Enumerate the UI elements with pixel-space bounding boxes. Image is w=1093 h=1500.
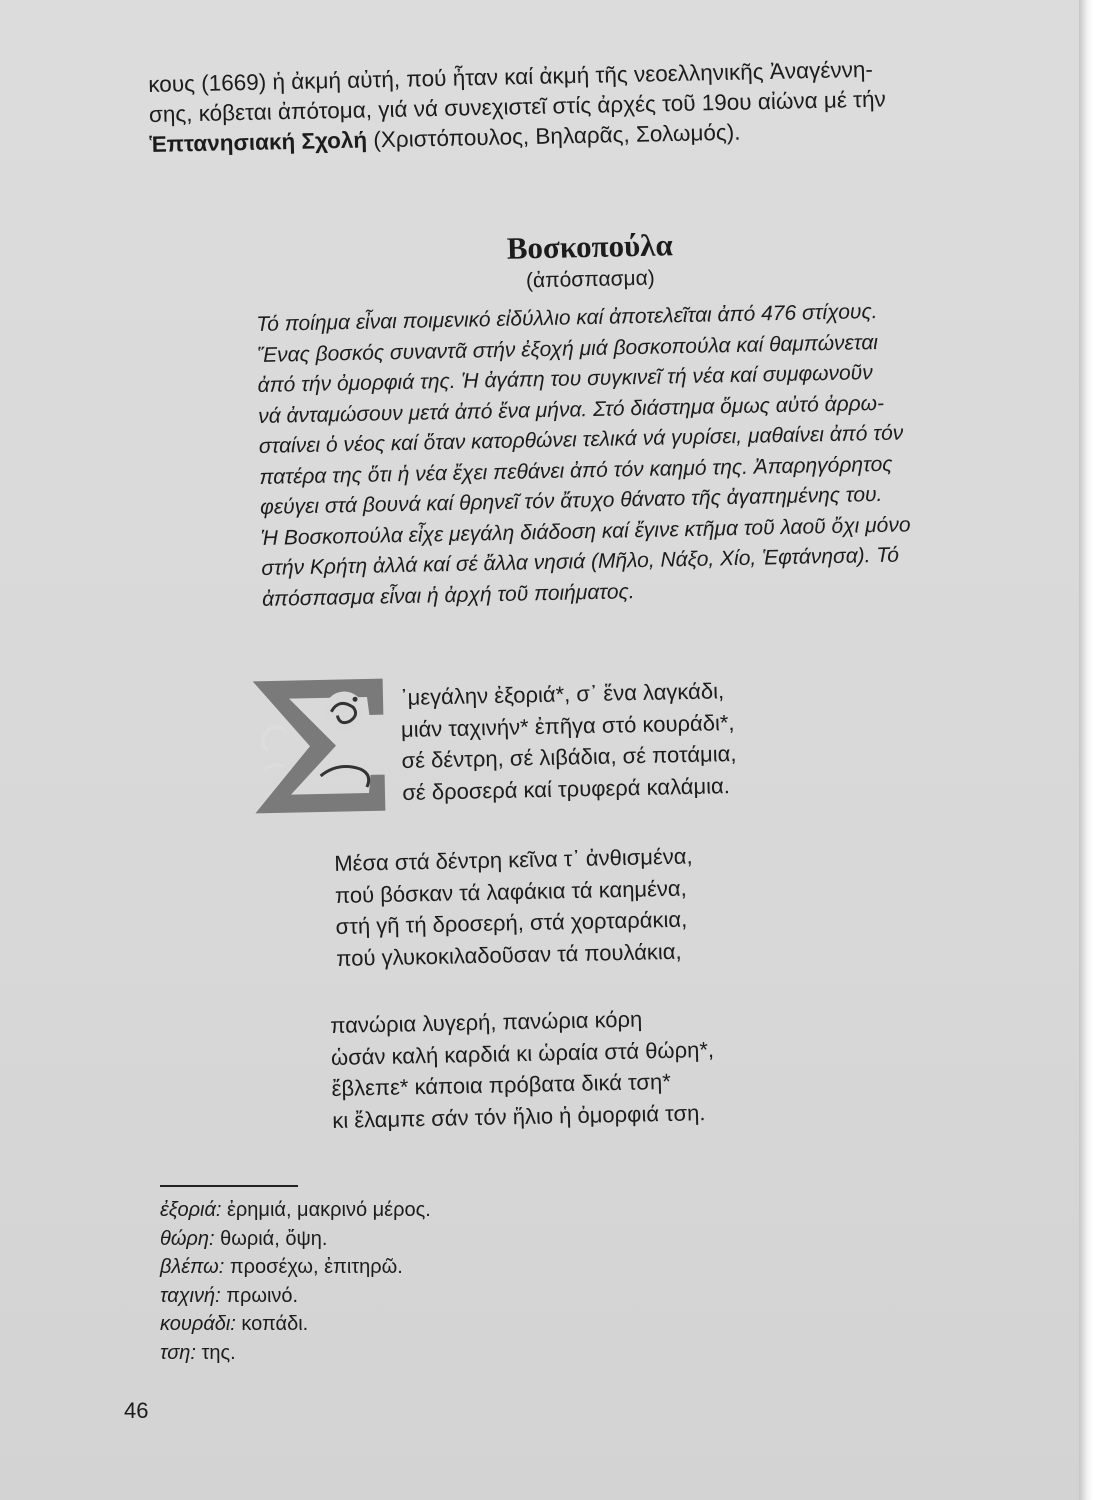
poem-line: σέ δροσερά καί τρυφερά καλάμια. (402, 772, 731, 805)
glossary-entry (160, 1253, 760, 1282)
poem-line: μιάν ταχινήν* ἐπῆγα στό κουράδι*, (400, 709, 735, 742)
poem-title: Βοσκοπούλα (506, 227, 674, 266)
poem-line: σέ δέντρη, σέ λιβάδια, σέ ποτάμια, (401, 740, 737, 773)
glossary-definition: ἐρημιά, μακρινό μέρος. (227, 1199, 431, 1221)
poem-summary (256, 294, 1012, 615)
glossary-term: τση: (160, 1341, 196, 1364)
glossary-definition: κοπάδι. (241, 1313, 309, 1335)
page-number: 46 (124, 1398, 149, 1423)
poem-stanza-3 (330, 997, 972, 1136)
glossary-entry (160, 1339, 760, 1368)
glossary-definition: θωριά, ὄψη. (220, 1227, 328, 1250)
glossary-term: ἐξοριά: (160, 1199, 222, 1221)
summary-line: στήν Κρήτη ἀλλά καί σέ ἄλλα νησιά (Μῆλο, Νάξο, Χίο, Ἑφτάνησα). Τό (261, 543, 900, 580)
poem-line: ὡσάν καλή καρδιά κι ὡραία στά θώρη*, (330, 1036, 715, 1070)
glossary-definition: προσέχω, ἐπιτηρῶ. (229, 1256, 403, 1278)
glossary-definition: πρωινό. (226, 1284, 299, 1307)
summary-line: πατέρα της ὅτι ἡ νέα ἔχει πεθάνει ἀπό τόν καημό της. Ἀπαρηγόρητος (259, 452, 893, 489)
glossary-definition: της. (201, 1341, 236, 1364)
glossary-entry (160, 1196, 760, 1225)
summary-line: Ἕνας βοσκός συναντᾶ στήν ἐξοχή μιά βοσκοπούλα καί θαμπώνεται (256, 330, 879, 367)
poem-line: ἔβλεπε* κάποια πρόβατα δικά τση* (331, 1068, 672, 1101)
poem-line: πού γλυκοκιλαδοῦσαν τά πουλάκια, (336, 938, 682, 971)
poem-line: Μέσα στά δέντρη κεῖνα τ᾿ ἀνθισμένα, (334, 843, 693, 876)
summary-line: νά ἀνταμώσουν μετά ἀπό ἕνα μήνα. Στό διάστημα ὅμως αὐτό ἀρρω- (257, 391, 885, 428)
footnote-divider (160, 1185, 298, 1187)
summary-line: Τό ποίημα εἶναι ποιμενικό εἰδύλλιο καί ἀποτελεῖται ἀπό 476 στίχους. (256, 299, 878, 336)
poem-stanza-2 (334, 835, 976, 974)
poem-line: ᾿μεγάλην ἐξοριά*, σ᾿ ἕνα λαγκάδι, (400, 678, 725, 710)
glossary-term: ταχινή: (160, 1284, 221, 1307)
summary-line: σταίνει ὁ νέος καί ὅταν κατορθώνει τελικά νά γυρίσει, μαθαίνει ἀπό τόν (258, 421, 904, 458)
poem-heading (439, 225, 740, 297)
poem-line: στή γῆ τή δροσερή, στά χορταράκια, (335, 906, 688, 939)
glossary-entry (160, 1282, 760, 1311)
intro-line: σης, κόβεται ἀπότομα, γιά νά συνεχιστεῖ στίς ἀρχές τοῦ 19ου αἰώνα μέ τήν (148, 86, 887, 127)
page-edge (1079, 0, 1093, 1500)
poem-stanza-1 (400, 669, 1003, 842)
glossary-entry (160, 1225, 760, 1254)
summary-line: φεύγει στά βουνά καί θρηνεῖ τόν ἄτυχο θάνατο τῆς ἀγαπημένης του. (259, 482, 883, 519)
glossary-term: κουράδι: (160, 1313, 236, 1335)
summary-line: Ἡ Βοσκοπούλα εἶχε μεγάλη διάδοση καί ἔγινε κτῆμα τοῦ λαοῦ ὄχι μόνο (260, 512, 911, 550)
intro-line: κους (1669) ἡ ἀκμή αὐτή, πού ἦταν καί ἀκμή τῆς νεοελληνικῆς Ἀναγέννη- (148, 56, 874, 97)
glossary (160, 1196, 760, 1367)
intro-paragraph (148, 52, 1020, 160)
glossary-term: βλέπω: (160, 1256, 225, 1278)
poem-line: πανώρια λυγερή, πανώρια κόρη (330, 1006, 643, 1038)
decorative-initial-sigma-icon (249, 675, 390, 818)
glossary-term: θώρη: (160, 1227, 215, 1250)
summary-line: ἀπόσπασμα εἶναι ἡ ἀρχή τοῦ ποιήματος. (261, 579, 635, 611)
school-name: Ἑπτανησιακή Σχολή (149, 127, 368, 157)
poem-subtitle: (ἀπόσπασμα) (525, 266, 656, 293)
intro-line-rest: (Χριστόπουλος, Βηλαρᾶς, Σολωμός). (366, 119, 741, 153)
glossary-entry (160, 1310, 760, 1339)
summary-line: ἀπό τήν ὀμορφιά της. Ἡ ἀγάπη του συγκινεῖ τή νέα καί συμφωνοῦν (257, 361, 873, 397)
poem-line: κι ἔλαμπε σάν τόν ἥλιο ἡ ὀμορφιά τση. (332, 1099, 706, 1133)
poem-line: πού βόσκαν τά λαφάκια τά καημένα, (334, 875, 687, 908)
